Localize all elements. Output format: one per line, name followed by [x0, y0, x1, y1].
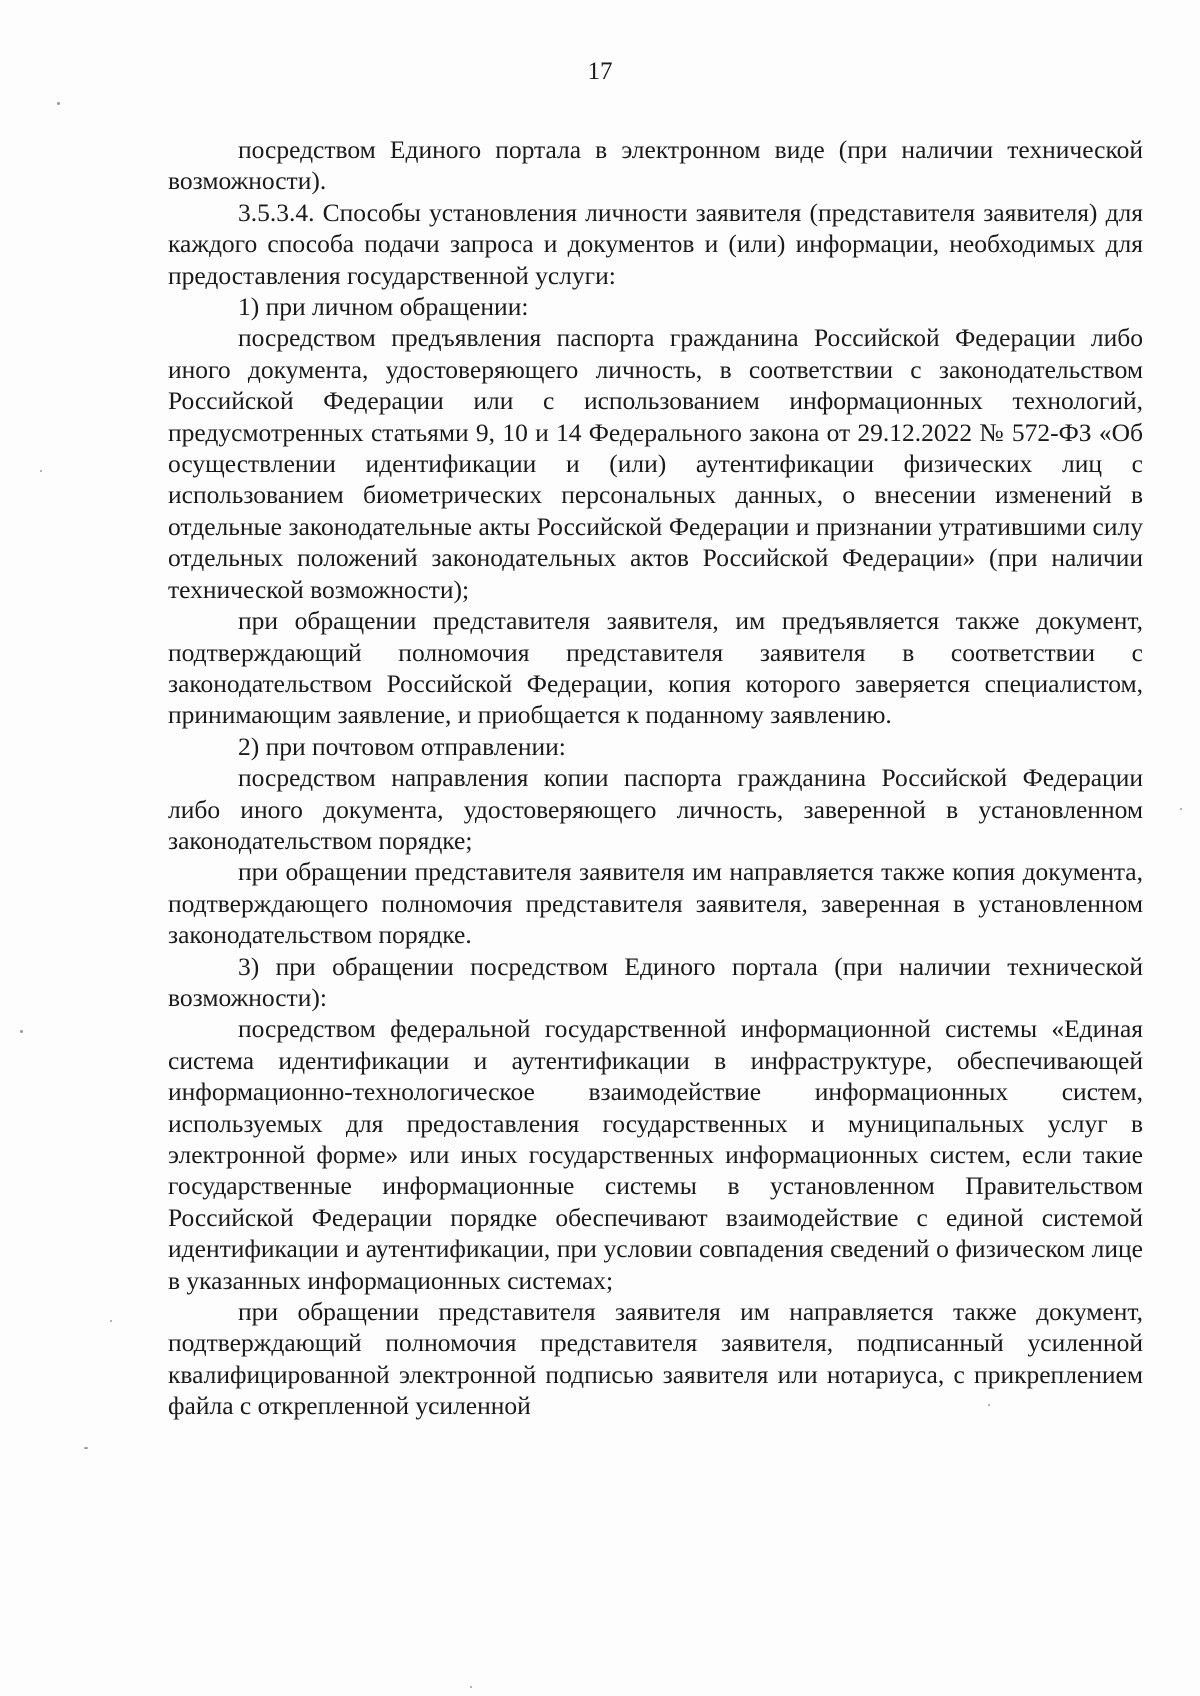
scan-speck — [1180, 808, 1182, 810]
paragraph-7: посредством направления копии паспорта гражданина Российской Федерации либо иного документа, удостоверяющего личность, заверенной в установленном законодательством порядке; — [168, 763, 1143, 855]
paragraph-5: при обращении представителя заявителя, им предъявляется также документ, подтверждающий полномочия представителя заявителя в соответствии с законодательством Российской Федерации, копия которого заверяется специалистом, принимающим заявление, и приобщается к поданному заявлению. — [168, 606, 1143, 730]
paragraph-10: посредством федеральной государственной информационной системы «Единая система идентификации и аутентификации в инфраструктуре, обеспечивающей информационно-технологическое взаимодействие информационных систем, используемых для предоставления государственных и муниципальных услуг в электронной форме» или иных государственных информационных систем, если такие государственные информационные системы в установленном Правительством Российской Федерации порядке обеспечивают взаимодействие с единой системой идентификации и аутентификации, при условии совпадения сведений о физическом лице в указанных информационных системах; — [168, 1014, 1143, 1295]
paragraph-2: 3.5.3.4. Способы установления личности заявителя (представителя заявителя) для каждого способа подачи запроса и документов и (или) информации, необходимых для предоставления государственной услуги: — [168, 197, 1143, 290]
paragraph-1: посредством Единого портала в электронном виде (при наличии технической возможности). — [168, 135, 1143, 196]
paragraph-3: 1) при личном обращении: — [238, 292, 529, 322]
scan-speck — [40, 470, 42, 472]
paragraph-8: при обращении представителя заявителя им направляется также копия документа, подтверждающего полномочия представителя заявителя, заверенная в установленном законодательством порядке. — [168, 857, 1143, 950]
paragraph-11: при обращении представителя заявителя им направляется также документ, подтверждающий полномочия представителя заявителя, подписанный усиленной квалифицированной электронной подписью заявителя или нотариуса, с прикреплением файла с открепленной усиленной — [168, 1297, 1143, 1421]
scan-speck — [470, 1686, 472, 1688]
scan-speck — [988, 1404, 990, 1406]
scan-speck — [57, 102, 60, 105]
paragraph-4: посредством предъявления паспорта гражданина Российской Федерации либо иного документа, удостоверяющего личность, в соответствии с законодательством Российской Федерации или с использованием информационных технологий, предусмотренных статьями 9, 10 и 14 Федерального закона от 29.12.2022 № 572-ФЗ «Об осуществлении идентификации и (или) аутентификации физических лиц с использованием биометрических персональных данных, о внесении изменений в отдельные законодательные акты Российской Федерации и признании утратившими силу отдельных положений законодательных актов Российской Федерации» (при наличии технической возможности); — [168, 323, 1143, 604]
scan-speck — [84, 1447, 88, 1449]
paragraph-6: 2) при почтовом отправлении: — [238, 731, 566, 761]
document-body — [168, 134, 1143, 1422]
scan-speck — [20, 1030, 23, 1033]
paragraph-9: 3) при обращении посредством Единого портала (при наличии технической возможности): — [168, 951, 1143, 1012]
scan-speck — [110, 1320, 112, 1322]
page-number: 17 — [587, 58, 613, 85]
